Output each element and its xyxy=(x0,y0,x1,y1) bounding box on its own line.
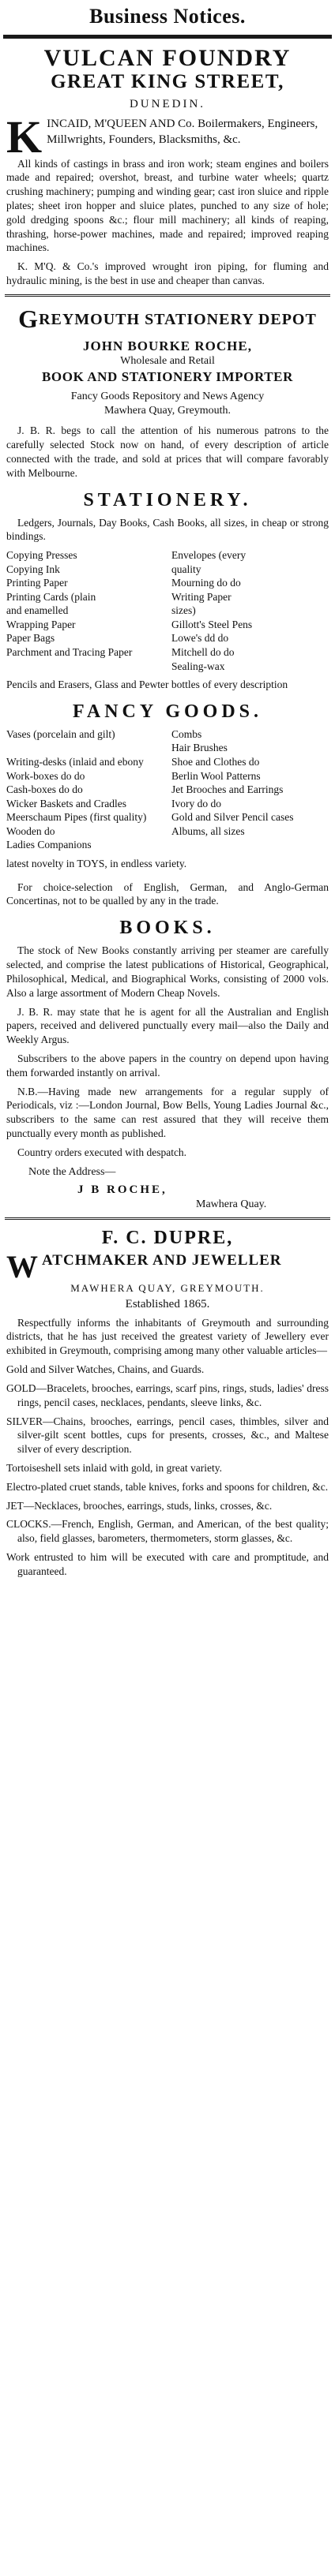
list-item: Gillott's Steel Pens xyxy=(171,618,253,630)
vulcan-firm-block xyxy=(6,110,329,163)
list-item: Shoe and Clothes do xyxy=(171,755,260,768)
stationery-heading: STATIONERY. xyxy=(83,489,252,510)
dupre-established: Established 1865. xyxy=(125,1297,210,1310)
list-item: Writing-desks (inlaid and ebony xyxy=(6,755,144,768)
dupre-gold: GOLD—Bracelets, brooches, earrings, scarf pins, rings, studs, ladies' dress rings, pencil cases, necklaces, pendants, sleeve links, &c. xyxy=(6,1381,329,1408)
dupre-work: Work entrusted to him will be executed with care and promptitude, and guaranteed. xyxy=(6,1551,329,1577)
dupre-intro: Respectfully informs the inhabitants of Greymouth and surrounding districts, that he has just received the greatest variety of Jewellery ever exhibited in Greymouth, comprising among many other valuable articles— xyxy=(6,1316,329,1357)
vulcan-title: VULCAN FOUNDRY xyxy=(43,45,292,71)
fancy-goods-list xyxy=(6,727,329,852)
list-item: Wicker Baskets and Cradles xyxy=(6,797,127,809)
vulcan-services: All kinds of castings in brass and iron work; steam engines and boilers made and repaired; overshot, breast, and turbine water wheels; quartz crushing machinery; pumping and winding gear; cast iron sluice and ripple plates; sheet iron hopper and sluice plates, punched to any size of hole; gold dredging spoons &c.; flour mill machinery; all kinds of reaping, thrashing, horse-power machines, made and repaired; improved reaping machines. xyxy=(6,157,329,254)
vulcan-firm: INCAID, M'QUEEN AND Co. Boilermakers, Engineers, Millwrights, Founders, Blacksmiths, &c. xyxy=(47,117,318,146)
list-item: Mourning do do xyxy=(171,577,241,589)
dupre-address: MAWHERA QUAY, GREYMOUTH. xyxy=(70,1281,265,1294)
stationery-last: Pencils and Erasers, Glass and Pewter bottles of every description xyxy=(6,679,288,691)
dupre-clocks: CLOCKS.—French, English, German, and American, of the best quality; also, field glasses, barometers, thermometers, storm glasses, &c. xyxy=(6,1518,329,1545)
roche-title xyxy=(6,305,329,334)
roche-repository: Fancy Goods Repository and News Agency xyxy=(70,390,265,402)
list-item: Albums, all sizes xyxy=(171,824,245,837)
list-item: quality xyxy=(171,563,201,575)
list-item: Berlin Wool Patterns xyxy=(171,769,261,782)
roche-trade: Wholesale and Retail xyxy=(120,354,215,367)
list-item: Jet Brooches and Earrings xyxy=(171,783,284,796)
list-item: Lowe's dd do xyxy=(171,632,229,645)
list-item: Ivory do do xyxy=(171,797,221,809)
list-item: Printing Paper xyxy=(6,577,68,589)
list-item: Envelopes (every xyxy=(171,549,247,562)
roche-business: BOOK AND STATIONERY IMPORTER xyxy=(41,368,294,384)
books-agent: J. B. R. may state that he is agent for all the Australian and English papers, received and delivered punctually every mail—also the Daily and Weekly Argus. xyxy=(6,1005,329,1046)
vulcan-piping: K. M'Q. & Co.'s improved wrought iron piping, for fluming and hydraulic mining, is the best in use and cheaper than canvas. xyxy=(6,260,329,286)
books-heading: BOOKS. xyxy=(119,918,216,939)
header-rule xyxy=(3,35,332,39)
list-item: Paper Bags xyxy=(6,632,55,645)
list-item: Meerschaum Pipes (first quality) xyxy=(6,811,147,824)
roche-intro: J. B. R. begs to call the attention of his numerous patrons to the carefully selected Stock now on hand, of every description of article connected with the trade, and sold at prices that will compare favorably with Melbourne. xyxy=(6,424,329,479)
roche-name: JOHN BOURKE ROCHE, xyxy=(83,338,252,353)
fancy-toys: latest novelty in TOYS, in endless variety. xyxy=(6,857,187,869)
roche-address: Mawhera Quay, Greymouth. xyxy=(104,405,231,417)
list-item xyxy=(6,660,164,674)
list-item: Wooden do xyxy=(6,824,55,837)
list-item: Parchment and Tracing Paper xyxy=(6,645,133,658)
list-item: Sealing-wax xyxy=(171,660,225,672)
dupre-tortoiseshell: Tortoiseshell sets inlaid with gold, in great variety. xyxy=(6,1461,222,1474)
signature-name: J B ROCHE, xyxy=(77,1183,168,1196)
list-item: Copying Ink xyxy=(6,563,60,575)
list-item: Cash-boxes do do xyxy=(6,783,83,796)
list-item: Vases (porcelain and gilt) xyxy=(6,727,115,740)
list-item: Combs xyxy=(171,727,202,740)
address-note: Note the Address— xyxy=(28,1165,116,1178)
books-subscribers: Subscribers to the above papers in the country on depend upon having them forwarded instantly on arrival. xyxy=(6,1052,329,1079)
list-item: Work-boxes do do xyxy=(6,769,85,782)
list-item xyxy=(171,838,329,852)
dupre-silver: SILVER—Chains, brooches, earrings, pencil cases, thimbles, silver and silver-gilt scent bottles, cups for presents, crosses, &c., and Maltese silver of every description. xyxy=(6,1415,329,1456)
dupre-jeweller-ad xyxy=(0,1228,335,1579)
dupre-jet: JET—Necklaces, brooches, earrings, studs, links, crosses, &c. xyxy=(6,1499,273,1512)
section-header: Business Notices. xyxy=(89,5,246,28)
list-item: Gold and Silver Pencil cases xyxy=(171,811,294,824)
vulcan-street: GREAT KING STREET, xyxy=(51,71,284,92)
stationery-list xyxy=(6,548,329,673)
list-item: Hair Brushes xyxy=(171,742,228,754)
vulcan-foundry-ad xyxy=(0,45,335,288)
roche-stationery-ad xyxy=(0,305,335,1211)
list-item xyxy=(6,741,164,755)
list-item: Printing Cards (plain xyxy=(6,590,96,603)
books-stock: The stock of New Books constantly arriving per steamer are carefully selected, and comprise the latest publications of Historical, Geographical, Philosophical, Medical, and Biographical Works, consisting of 2000 vols. Also a large assortment of Modern Cheap Novels. xyxy=(6,944,329,999)
country-orders: Country orders executed with despatch. xyxy=(17,1146,187,1158)
list-item: sizes) xyxy=(171,604,196,617)
dupre-electro: Electro-plated cruet stands, table knives, forks and spoons for children, &c. xyxy=(6,1480,329,1493)
divider xyxy=(5,1217,330,1220)
list-item: and enamelled xyxy=(6,604,69,617)
dupre-trade-rest: ATCHMAKER AND JEWELLER xyxy=(42,1251,282,1269)
list-item: Writing Paper xyxy=(171,590,231,603)
fancy-goods-heading: FANCY GOODS. xyxy=(73,701,262,722)
stationery-ledgers: Ledgers, Journals, Day Books, Cash Books, all sizes, in cheap or strong bindings. xyxy=(6,516,329,543)
list-item: Copying Presses xyxy=(6,549,77,562)
list-item: Ladies Companions xyxy=(6,839,92,851)
vulcan-dropcap: K xyxy=(6,110,43,163)
dupre-watches: Gold and Silver Watches, Chains, and Guards. xyxy=(6,1363,205,1376)
divider xyxy=(5,294,330,297)
signature-place: Mawhera Quay. xyxy=(196,1198,267,1210)
books-nb: N.B.—Having made new arrangements for a regular supply of Periodicals, viz :—London Journal, Bow Bells, Young Ladies Journal &c., subscribers to the same can rest assured that they will receive them punctually every month as published. xyxy=(6,1085,329,1139)
concertina-note: For choice-selection of English, German, and Anglo-German Concertinas, not to be qualled by any in the trade. xyxy=(6,880,329,907)
roche-title-rest: REYMOUTH STATIONERY DEPOT xyxy=(39,310,317,328)
list-item: Mitchell do do xyxy=(171,645,235,658)
dupre-cap: W xyxy=(6,1248,39,1284)
roche-title-cap: G xyxy=(18,304,40,333)
dupre-trade xyxy=(6,1248,329,1284)
list-item: Wrapping Paper xyxy=(6,618,76,630)
dupre-name: F. C. DUPRE, xyxy=(101,1227,234,1248)
vulcan-city: DUNEDIN. xyxy=(129,97,206,110)
